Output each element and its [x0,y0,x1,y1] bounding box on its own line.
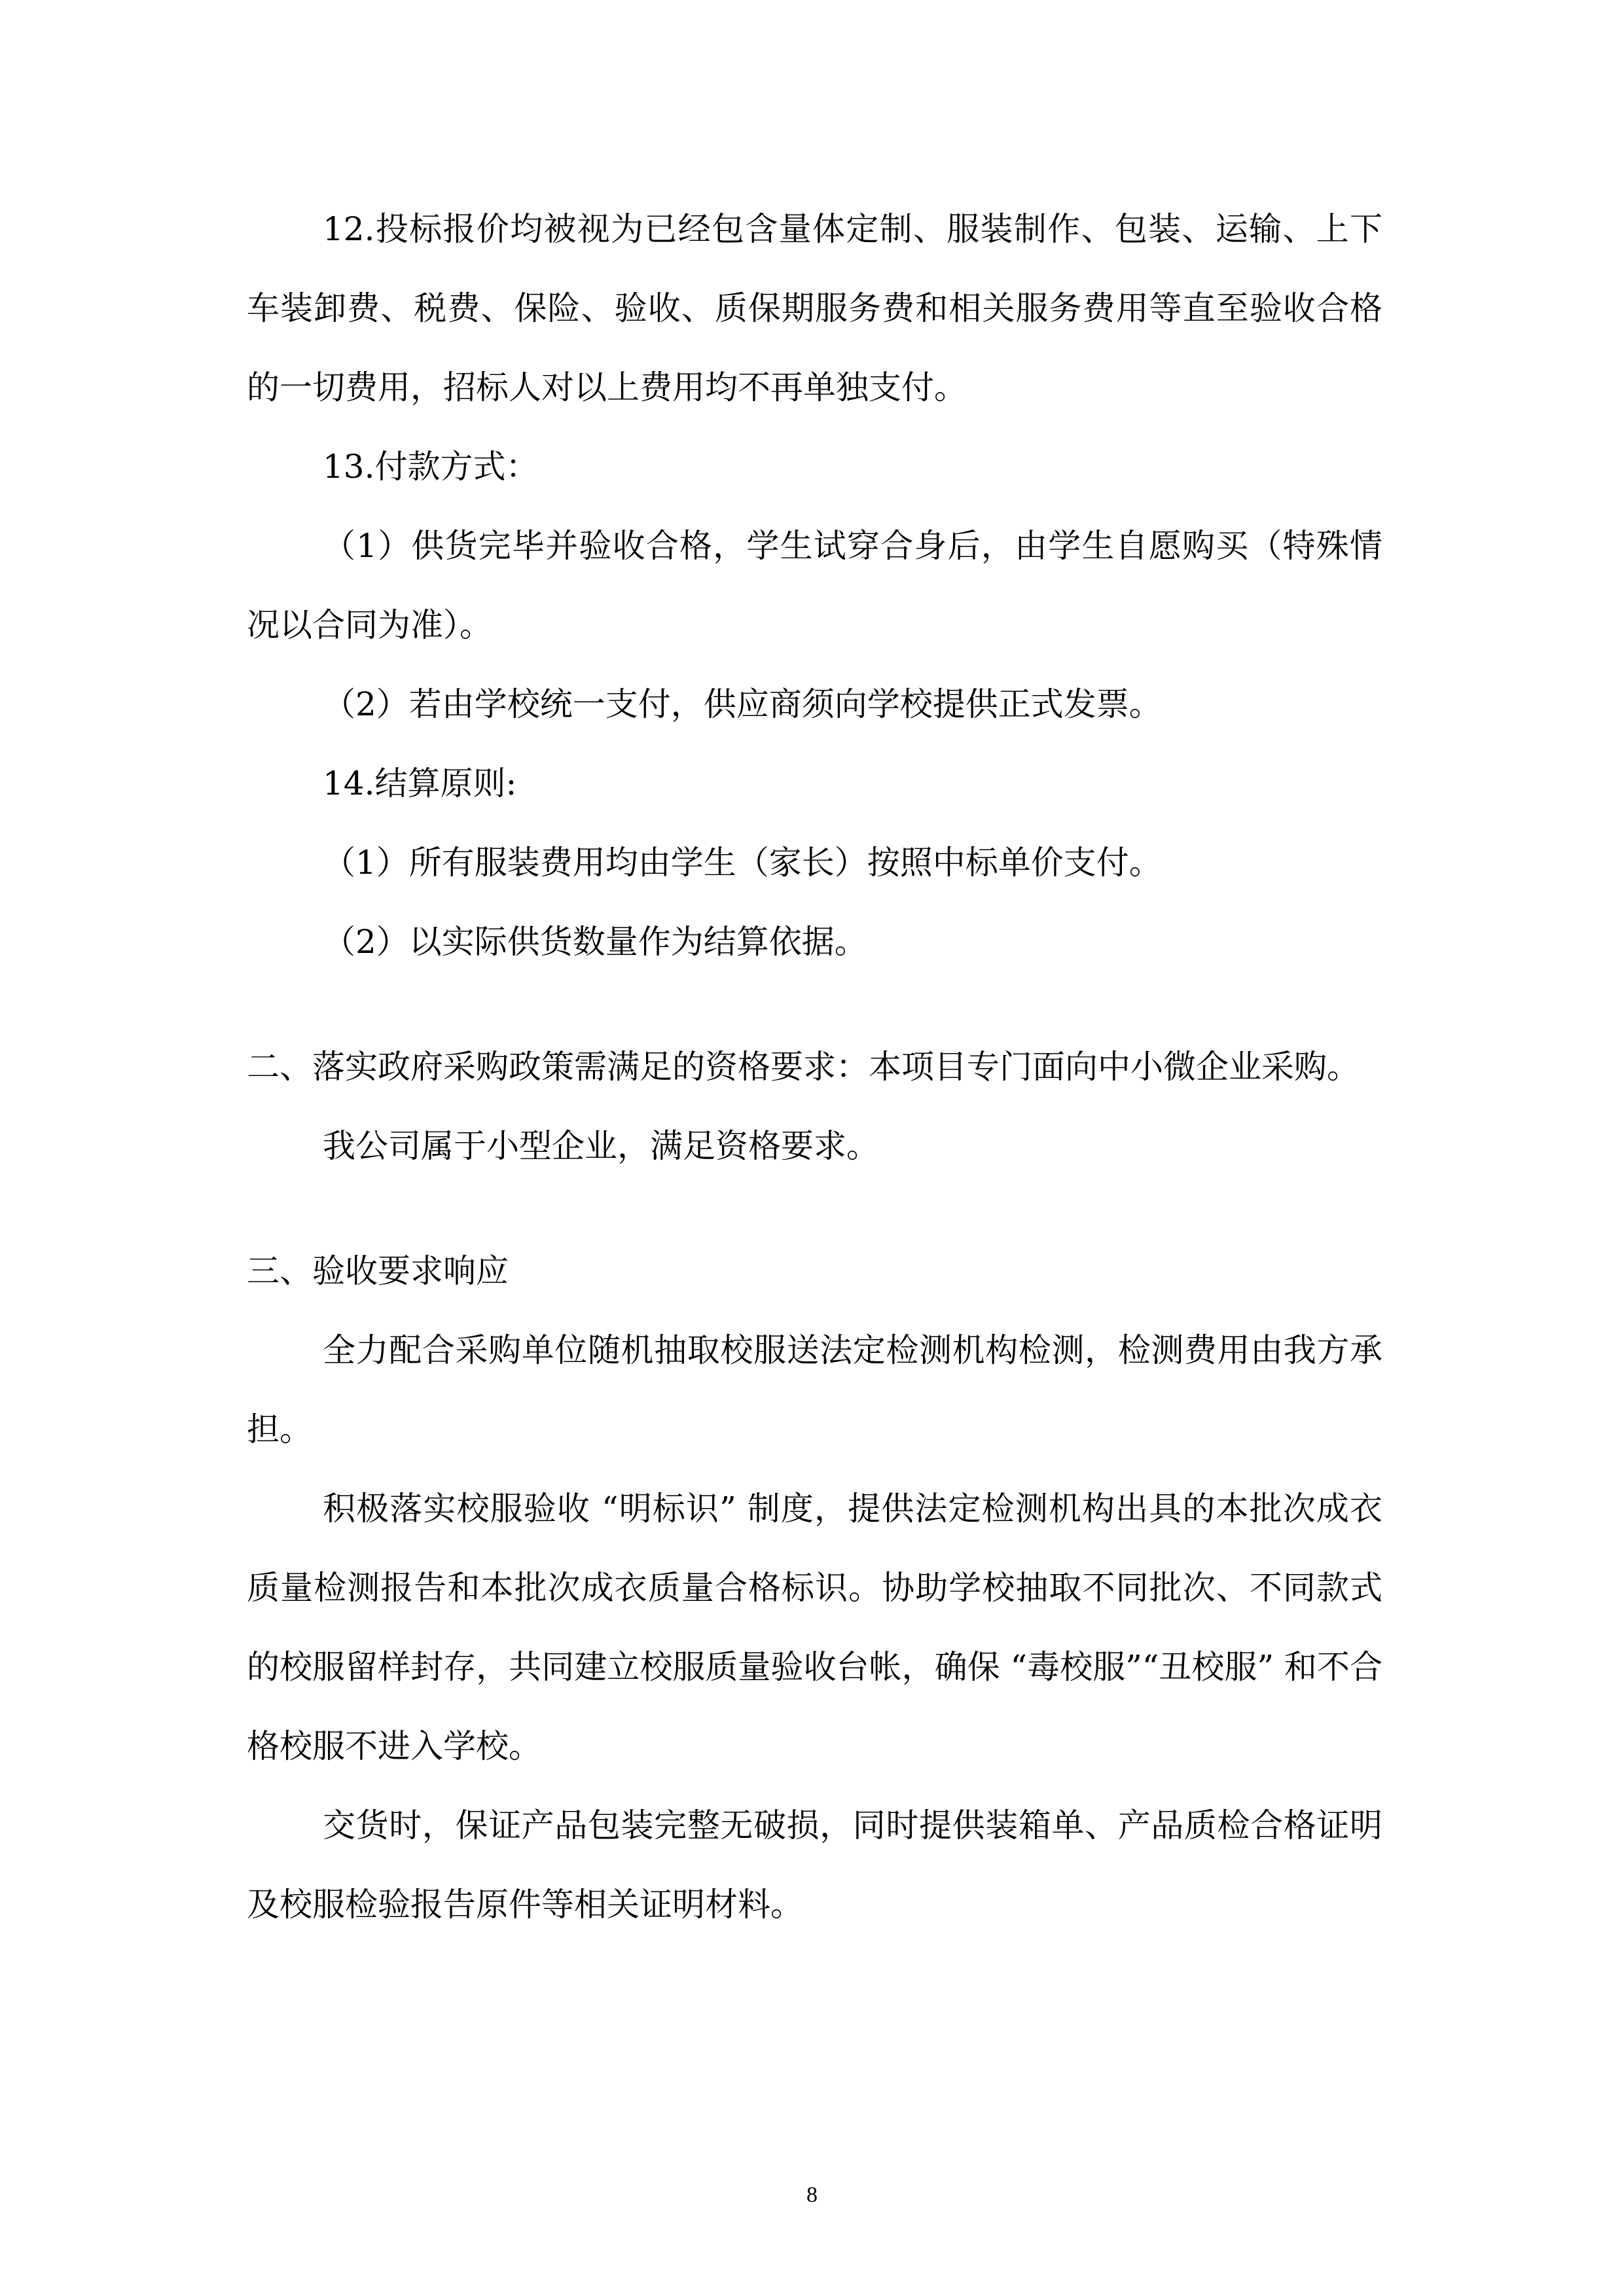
section-spacer [247,982,1382,1028]
section-2-paragraph: 我公司属于小型企业，满足资格要求。 [323,1127,879,1165]
section-spacer [247,1186,1382,1232]
section-3-paragraph-2: 积极落实校服验收 “明标识” 制度，提供法定检测机构出具的本批次成衣质量检测报告和本批次成衣质量合格标识。协助学校抽取不同批次、不同款式的校服留样封存，共同建立校服质量验收台帐，确保 “毒校服”“丑校服” 和不合格校服不进入学校。 [247,1490,1382,1765]
page-number: 8 [806,2183,818,2207]
section-2-heading: 二、落实政府采购政策需满足的资格要求：本项目专门面向中小微企业采购。 [247,1048,1360,1086]
item-13-1-paragraph: （1）供货完毕并验收合格，学生试穿合身后，由学生自愿购买（特殊情况以合同为准）。 [247,527,1382,644]
section-3-heading: 三、验收要求响应 [247,1252,509,1290]
item-13-title: 13.付款方式： [323,448,539,486]
section-3-paragraph-3: 交货时，保证产品包装完整无破损，同时提供装箱单、产品质检合格证明及校服检验报告原件等相关证明材料。 [247,1806,1382,1924]
item-13-2-paragraph: （2）若由学校统一支付，供应商须向学校提供正式发票。 [323,685,1162,723]
item-14-title: 14.结算原则: [323,764,517,802]
document-body [247,190,1382,1945]
item-12-paragraph: 12.投标报价均被视为已经包含量体定制、服装制作、包装、运输、上下车装卸费、税费、保险、验收、质保期服务费和相关服务费用等直至验收合格的一切费用，招标人对以上费用均不再单独支付。 [247,210,1382,406]
section-3-paragraph-1: 全力配合采购单位随机抽取校服送法定检测机构检测，检测费用由我方承担。 [247,1331,1382,1448]
item-14-1-paragraph: （1）所有服装费用均由学生（家长）按照中标单价支付。 [323,844,1162,882]
item-14-2-paragraph: （2）以实际供货数量作为结算依据。 [323,923,867,961]
